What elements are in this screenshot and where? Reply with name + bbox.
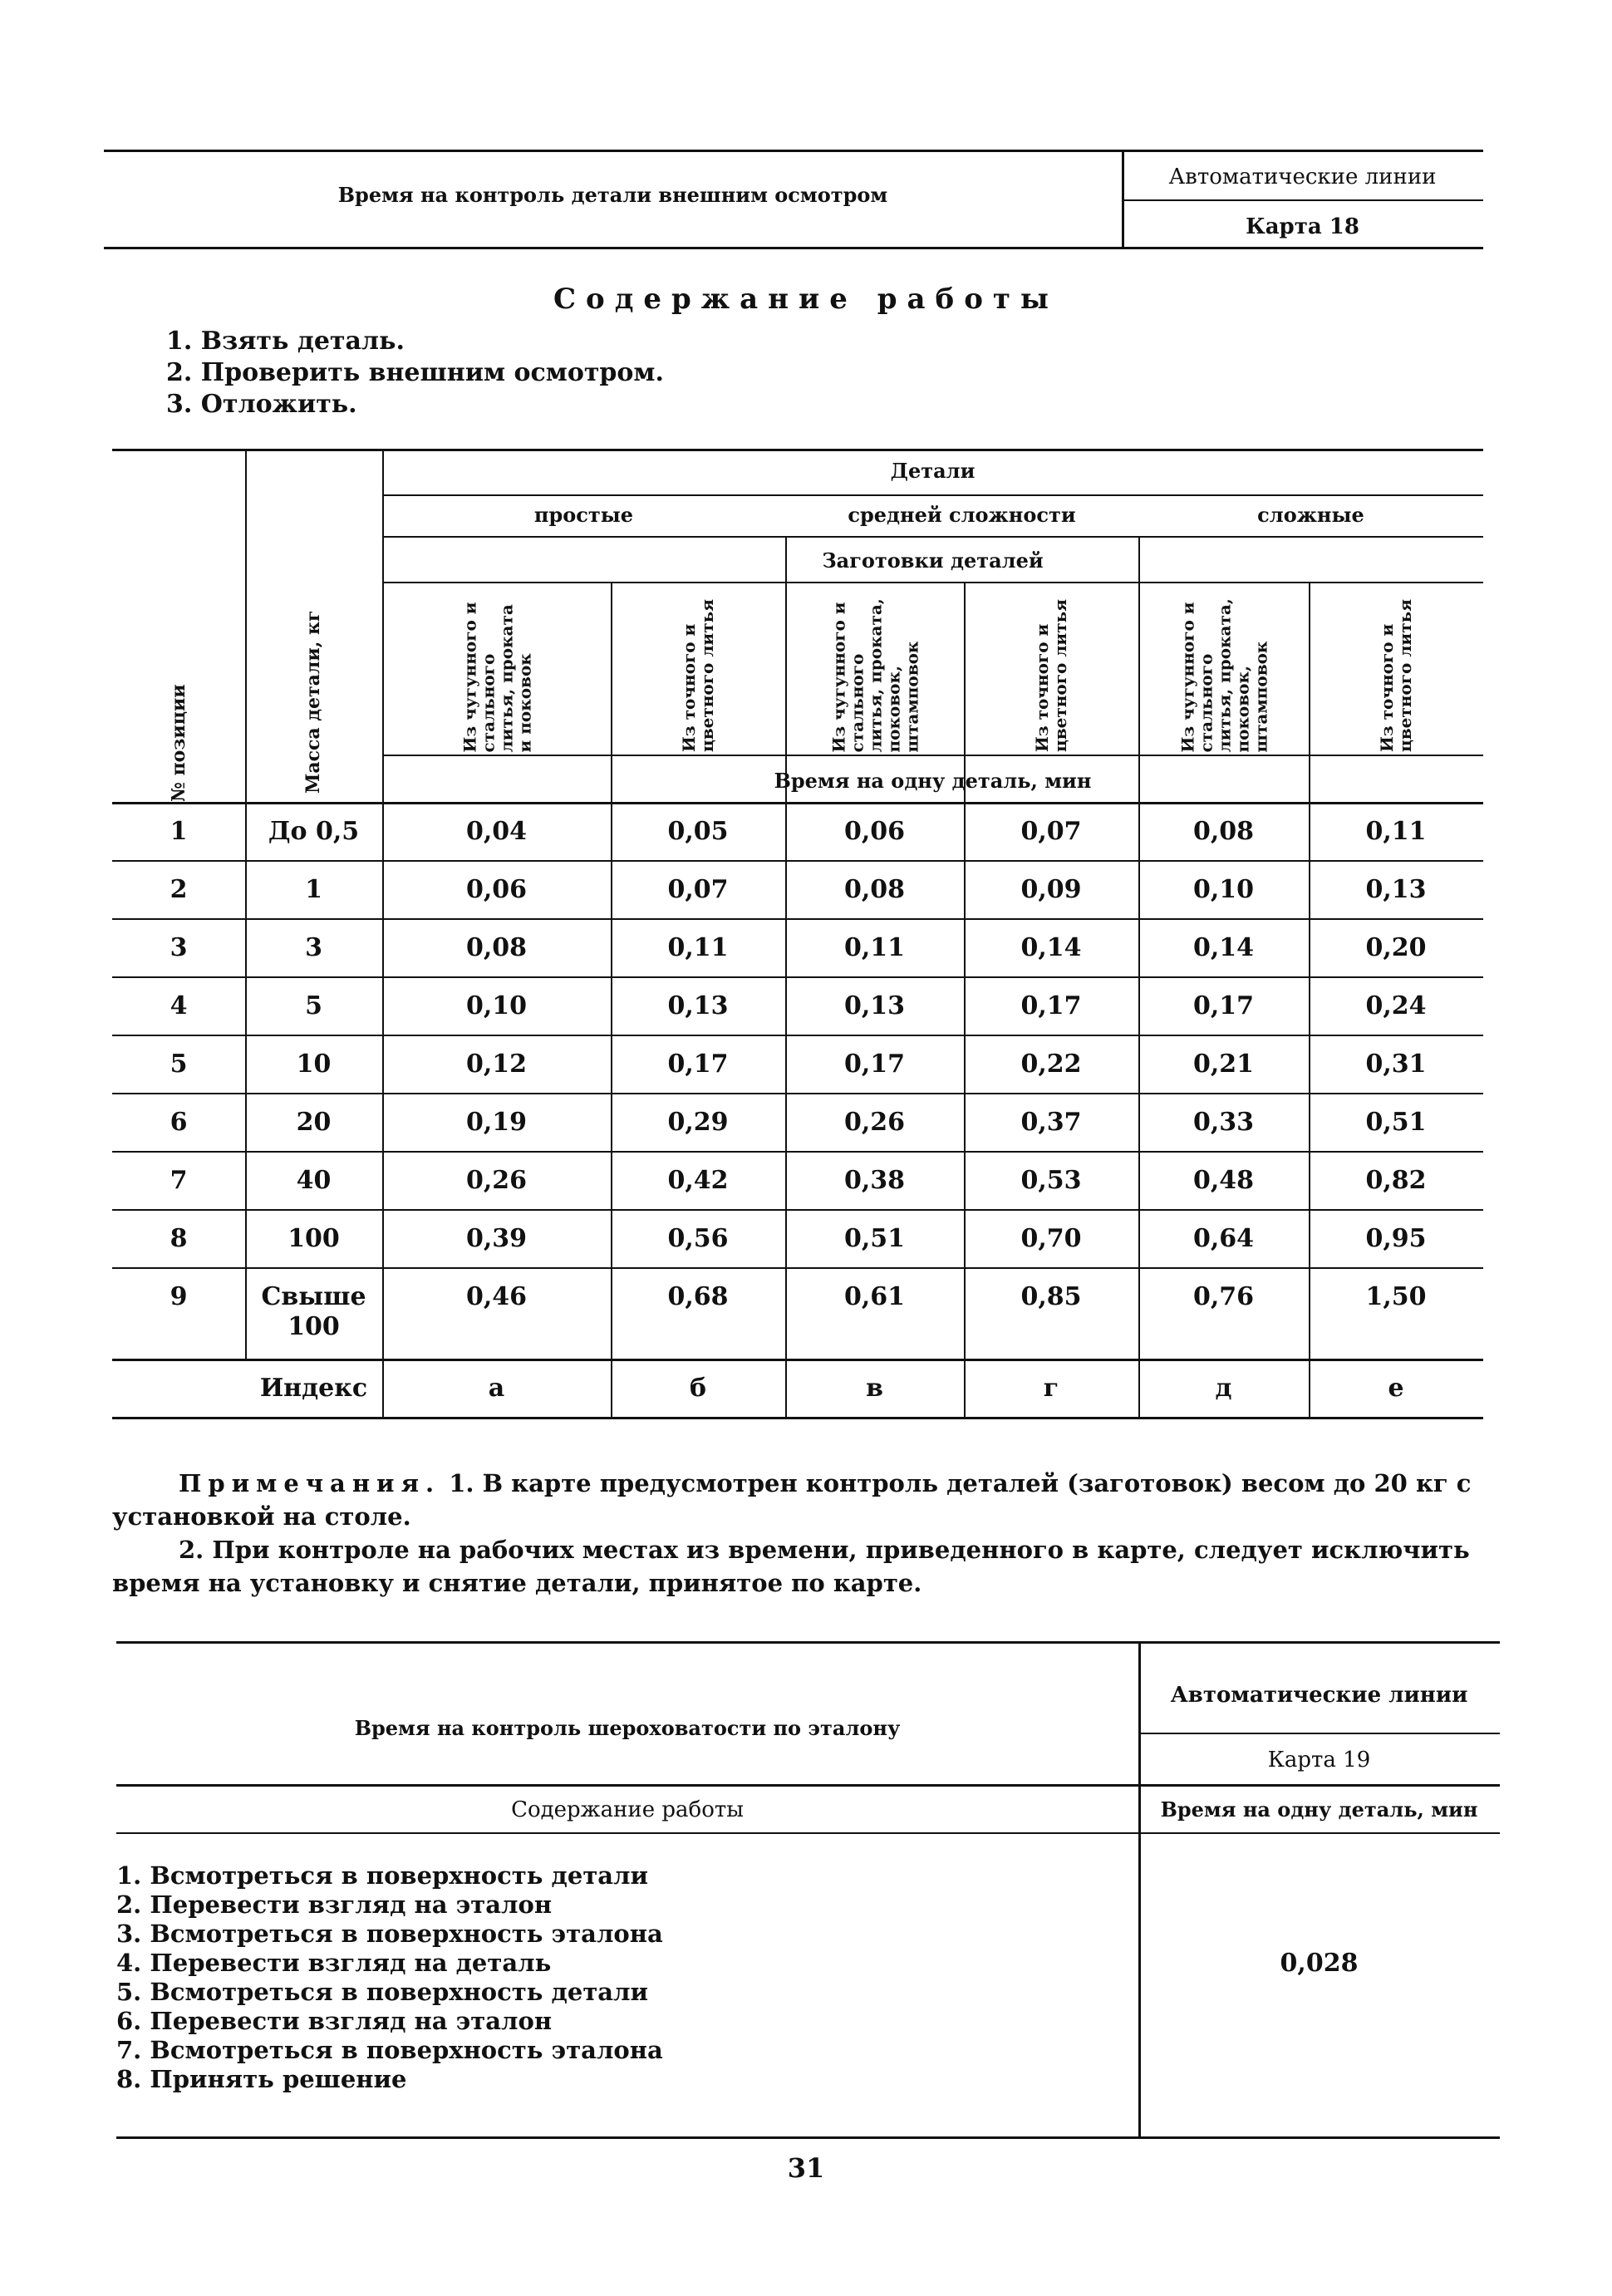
time-value: 0,70 (1020, 1224, 1082, 1253)
row-position: 3 (170, 933, 188, 962)
row-mass: Свыше 100 (261, 1282, 366, 1341)
index-letter: в (866, 1374, 883, 1403)
time-value: 0,38 (843, 1166, 906, 1195)
row-rule (112, 1267, 1483, 1269)
time-value: 0,64 (1192, 1224, 1255, 1253)
time-value: 0,76 (1192, 1282, 1255, 1311)
time-value: 0,11 (843, 933, 906, 962)
content-heading: Содержание работы (553, 283, 1059, 316)
subcolumn-header: Из чугунного и стального литья, проката, поковок, штамповок (1177, 597, 1270, 752)
row-rule (112, 1209, 1483, 1211)
time-value: 0,31 (1365, 1050, 1427, 1079)
row-mass: 10 (296, 1050, 332, 1079)
time-value: 0,14 (1020, 933, 1082, 962)
time-value: 0,17 (1192, 991, 1255, 1020)
time-value: 0,19 (465, 1108, 528, 1137)
time-value: 0,12 (465, 1050, 528, 1079)
column-divider (245, 449, 247, 1359)
row-mass: 1 (305, 875, 322, 904)
row-mass: 5 (305, 991, 322, 1020)
row-position: 4 (170, 991, 188, 1020)
row-mass: 100 (288, 1224, 340, 1253)
rule-line (382, 536, 1483, 538)
time-value: 0,85 (1020, 1282, 1082, 1311)
row-rule (112, 860, 1483, 862)
page-number: 31 (787, 2152, 825, 2184)
time-value: 0,24 (1365, 991, 1427, 1020)
time-value: 0,37 (1020, 1108, 1082, 1137)
time-value: 0,48 (1192, 1166, 1255, 1195)
time-value: 0,26 (843, 1108, 906, 1137)
card19-content-header: Содержание работы (511, 1797, 744, 1822)
card18-steps (166, 326, 664, 420)
card18-category: Автоматические линии (1168, 165, 1437, 189)
rule-line (112, 802, 1483, 804)
notes-prefix: Примечания. (179, 1469, 441, 1497)
time-value: 0,09 (1020, 875, 1082, 904)
time-value: 0,05 (667, 817, 729, 846)
time-value: 0,53 (1020, 1166, 1082, 1195)
time-value: 0,08 (843, 875, 906, 904)
table-group-header: Детали (890, 459, 976, 483)
time-value: 0,61 (843, 1282, 906, 1311)
time-value: 0,22 (1020, 1050, 1082, 1079)
time-value: 0,14 (1192, 933, 1255, 962)
rule-line (382, 494, 1483, 496)
row-mass: До 0,5 (268, 817, 360, 846)
index-letter: д (1215, 1374, 1232, 1403)
column-header-position: № позиции (168, 684, 189, 802)
time-value: 0,06 (843, 817, 906, 846)
row-position: 7 (170, 1166, 188, 1195)
step-item: 4. Перевести взгляд на деталь (116, 1949, 552, 1977)
time-value: 0,17 (667, 1050, 729, 1079)
time-value: 0,51 (843, 1224, 906, 1253)
card19-category: Автоматические линии (1170, 1683, 1468, 1708)
row-position: 9 (170, 1282, 188, 1311)
complexity-medium: средней сложности (848, 503, 1076, 527)
time-value: 0,17 (1020, 991, 1082, 1020)
step-item: 8. Принять решение (116, 2065, 407, 2093)
time-value: 0,33 (1192, 1108, 1255, 1137)
blank-header: Заготовки деталей (822, 548, 1044, 573)
card19-number: Карта 19 (1267, 1748, 1371, 1772)
note-1: 1. В карте предусмотрен контроль деталей (заготовок) весом до 20 кг с установкой на столе. (112, 1469, 1472, 1531)
time-value: 0,08 (465, 933, 528, 962)
step-item: 3. Всмотреться в поверхность эталона (116, 1920, 663, 1948)
rule-line (112, 1359, 1483, 1361)
step-item: 5. Всмотреться в поверхность детали (116, 1978, 649, 2006)
subcolumn-header: Из чугунного и стального литья, проката, поковок, штамповок (828, 597, 921, 752)
card18-title: Время на контроль детали внешним осмотром (337, 183, 888, 207)
subcolumn-header: Из точного и цветного литья (679, 598, 717, 752)
card19-time-value: 0,028 (1280, 1949, 1359, 1978)
time-value: 0,42 (667, 1166, 729, 1195)
subcolumn-header: Из точного и цветного литья (1377, 598, 1415, 752)
column-header-mass: Масса детали, кг (302, 610, 324, 794)
card19 (116, 1641, 1500, 2140)
time-value: 1,50 (1365, 1282, 1427, 1311)
index-label: Индекс (259, 1374, 368, 1403)
time-value: 0,20 (1365, 933, 1427, 962)
note-2: 2. При контроле на рабочих местах из времени, приведенного в карте, следует исключить время на установку и снятие детали, принятое по карте. (112, 1536, 1470, 1597)
index-letter: г (1043, 1374, 1059, 1403)
row-position: 5 (170, 1050, 188, 1079)
row-rule (112, 918, 1483, 920)
table-bottom-rule (112, 1417, 1483, 1419)
row-rule (112, 1151, 1483, 1153)
index-letter: а (488, 1374, 505, 1403)
time-value: 0,11 (667, 933, 729, 962)
row-rule (112, 1093, 1483, 1094)
table-top-rule (112, 449, 1483, 451)
time-value: 0,13 (1365, 875, 1427, 904)
step-item: 6. Перевести взгляд на эталон (116, 2007, 553, 2035)
time-value: 0,39 (465, 1224, 528, 1253)
time-value: 0,82 (1365, 1166, 1427, 1195)
time-value: 0,56 (667, 1224, 729, 1253)
time-value: 0,46 (465, 1282, 528, 1311)
step-item: 3. Отложить. (166, 390, 357, 419)
row-position: 2 (170, 875, 188, 904)
time-value: 0,51 (1365, 1108, 1427, 1137)
step-item: 7. Всмотреться в поверхность эталона (116, 2036, 663, 2064)
time-value: 0,10 (465, 991, 528, 1020)
card19-steps (116, 1861, 663, 2094)
time-norms-table (112, 449, 1483, 1433)
card19-time-header: Время на одну деталь, мин (1160, 1797, 1478, 1822)
index-letter: е (1388, 1374, 1404, 1403)
complexity-complex: сложные (1257, 503, 1364, 527)
subcolumn-header: Из точного и цветного литья (1032, 598, 1070, 752)
subcolumn-header: Из чугунного и стального литья, проката и поковок (459, 601, 534, 752)
card19-title: Время на контроль шероховатости по эталону (354, 1716, 901, 1740)
time-value: 0,04 (465, 817, 528, 846)
time-value: 0,11 (1365, 817, 1427, 846)
notes (112, 1467, 1492, 1600)
time-value: 0,06 (465, 875, 528, 904)
time-value: 0,10 (1192, 875, 1255, 904)
rule-line (382, 582, 1483, 583)
row-position: 8 (170, 1224, 188, 1253)
time-value: 0,95 (1365, 1224, 1427, 1253)
time-value: 0,07 (667, 875, 729, 904)
rule-line (382, 755, 1483, 756)
time-value: 0,26 (465, 1166, 528, 1195)
row-rule (112, 976, 1483, 978)
time-value: 0,08 (1192, 817, 1255, 846)
time-value: 0,29 (667, 1108, 729, 1137)
step-item: 2. Проверить внешним осмотром. (166, 358, 664, 387)
row-position: 1 (170, 817, 188, 846)
row-position: 6 (170, 1108, 188, 1137)
row-mass: 40 (296, 1166, 332, 1195)
row-rule (112, 1035, 1483, 1036)
step-item: 1. Всмотреться в поверхность детали (116, 1861, 649, 1890)
row-mass: 3 (305, 933, 322, 962)
time-header: Время на одну деталь, мин (774, 769, 1092, 793)
time-value: 0,07 (1020, 817, 1082, 846)
step-item: 2. Перевести взгляд на эталон (116, 1890, 553, 1919)
index-letter: б (689, 1374, 706, 1403)
step-item: 1. Взять деталь. (166, 327, 405, 356)
card18-header (104, 150, 1483, 249)
time-value: 0,21 (1192, 1050, 1255, 1079)
time-value: 0,17 (843, 1050, 906, 1079)
card18-number: Карта 18 (1246, 214, 1359, 239)
complexity-simple: простые (533, 503, 634, 527)
time-value: 0,68 (667, 1282, 729, 1311)
row-mass: 20 (296, 1108, 332, 1137)
time-value: 0,13 (843, 991, 906, 1020)
time-value: 0,13 (667, 991, 729, 1020)
